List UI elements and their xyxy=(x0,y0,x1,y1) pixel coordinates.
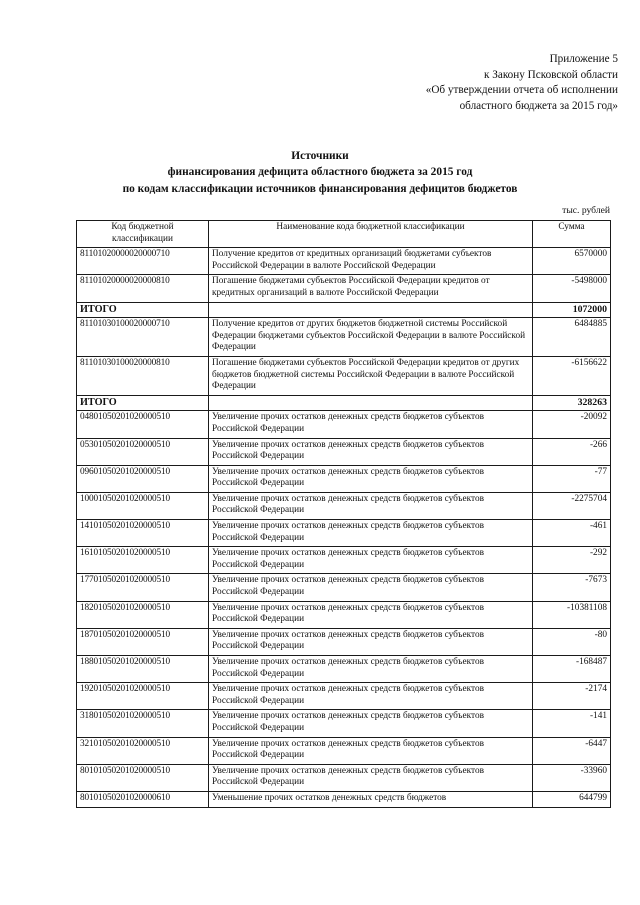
budget-table-container xyxy=(76,220,610,808)
cell-budget-code: 80101050201020000610 xyxy=(77,791,209,807)
table-header xyxy=(77,221,611,248)
table-row xyxy=(77,656,611,683)
cell-budget-code: 14101050201020000510 xyxy=(77,520,209,547)
table-row xyxy=(77,520,611,547)
cell-amount: -168487 xyxy=(533,656,611,683)
table-header-row xyxy=(77,221,611,248)
cell-budget-code: 17701050201020000510 xyxy=(77,574,209,601)
cell-classification-name: Увеличение прочих остатков денежных средств бюджетов субъектов Российской Федерации xyxy=(209,574,533,601)
column-header-code xyxy=(77,221,209,248)
cell-budget-code: 18201050201020000510 xyxy=(77,601,209,628)
cell-amount: -80 xyxy=(533,628,611,655)
cell-classification-name: Увеличение прочих остатков денежных средств бюджетов субъектов Российской Федерации xyxy=(209,492,533,519)
column-header-sum: Сумма xyxy=(533,221,611,248)
reference-line-3: «Об утверждении отчета об исполнении xyxy=(425,84,618,97)
cell-amount: 644799 xyxy=(533,791,611,807)
appendix-reference-block xyxy=(288,52,618,114)
cell-amount: 6570000 xyxy=(533,248,611,275)
cell-budget-code: 81101020000020000810 xyxy=(77,275,209,302)
table-row xyxy=(77,574,611,601)
cell-budget-code: 31801050201020000510 xyxy=(77,710,209,737)
column-header-code-line2: классификации xyxy=(112,233,173,244)
cell-budget-code: 18701050201020000510 xyxy=(77,628,209,655)
table-row xyxy=(77,737,611,764)
table-row xyxy=(77,318,611,357)
cell-amount: -292 xyxy=(533,547,611,574)
cell-amount: -461 xyxy=(533,520,611,547)
cell-classification-name: Уменьшение прочих остатков денежных средств бюджетов xyxy=(209,791,533,807)
table-row xyxy=(77,764,611,791)
cell-classification-name: Получение кредитов от кредитных организаций бюджетами субъектов Российской Федерации в валюте Российской Федерации xyxy=(209,248,533,275)
cell-classification-name: Увеличение прочих остатков денежных средств бюджетов субъектов Российской Федерации xyxy=(209,710,533,737)
cell-classification-name: Увеличение прочих остатков денежных средств бюджетов субъектов Российской Федерации xyxy=(209,656,533,683)
cell-budget-code: 81101020000020000710 xyxy=(77,248,209,275)
table-row-total xyxy=(77,395,611,411)
cell-amount: -2174 xyxy=(533,683,611,710)
cell-budget-code: ИТОГО xyxy=(77,302,209,318)
table-row xyxy=(77,465,611,492)
cell-budget-code: 80101050201020000510 xyxy=(77,764,209,791)
cell-amount: -266 xyxy=(533,438,611,465)
cell-classification-name: Увеличение прочих остатков денежных средств бюджетов субъектов Российской Федерации xyxy=(209,601,533,628)
cell-classification-name: Увеличение прочих остатков денежных средств бюджетов субъектов Российской Федерации xyxy=(209,547,533,574)
cell-amount: -10381108 xyxy=(533,601,611,628)
cell-classification-name: Увеличение прочих остатков денежных средств бюджетов субъектов Российской Федерации xyxy=(209,737,533,764)
cell-amount: 6484885 xyxy=(533,318,611,357)
cell-budget-code: 16101050201020000510 xyxy=(77,547,209,574)
cell-classification-name: Увеличение прочих остатков денежных средств бюджетов субъектов Российской Федерации xyxy=(209,764,533,791)
table-row xyxy=(77,791,611,807)
table-row xyxy=(77,547,611,574)
table-row-total xyxy=(77,302,611,318)
cell-classification-name: Получение кредитов от других бюджетов бюджетной системы Российской Федерации бюджетами субъектов Российской Федерации в валюте Российской Федерации xyxy=(209,318,533,357)
table-row xyxy=(77,411,611,438)
cell-budget-code: ИТОГО xyxy=(77,395,209,411)
table-body xyxy=(77,248,611,807)
cell-budget-code: 04801050201020000510 xyxy=(77,411,209,438)
cell-budget-code: 81101030100020000710 xyxy=(77,318,209,357)
cell-classification-name: Увеличение прочих остатков денежных средств бюджетов субъектов Российской Федерации xyxy=(209,438,533,465)
table-row xyxy=(77,275,611,302)
reference-line-1: Приложение 5 xyxy=(549,53,618,65)
cell-classification-name: Увеличение прочих остатков денежных средств бюджетов субъектов Российской Федерации xyxy=(209,411,533,438)
budget-sources-table xyxy=(76,220,611,808)
cell-budget-code: 18801050201020000510 xyxy=(77,656,209,683)
cell-amount: 1072000 xyxy=(533,302,611,318)
table-row xyxy=(77,628,611,655)
column-header-code-line1: Код бюджетной xyxy=(111,222,174,232)
cell-classification-name xyxy=(209,302,533,318)
cell-classification-name: Увеличение прочих остатков денежных средств бюджетов субъектов Российской Федерации xyxy=(209,628,533,655)
cell-budget-code: 81101030100020000810 xyxy=(77,356,209,395)
cell-classification-name xyxy=(209,395,533,411)
cell-budget-code: 10001050201020000510 xyxy=(77,492,209,519)
cell-classification-name: Погашение бюджетами субъектов Российской Федерации кредитов от других бюджетов бюджетной системы Российской Федерации в валюте Российской Федерации xyxy=(209,356,533,395)
table-row xyxy=(77,248,611,275)
cell-amount: -6447 xyxy=(533,737,611,764)
cell-amount: -33960 xyxy=(533,764,611,791)
units-note: тыс. рублей xyxy=(562,205,610,216)
cell-amount: 328263 xyxy=(533,395,611,411)
cell-classification-name: Увеличение прочих остатков денежных средств бюджетов субъектов Российской Федерации xyxy=(209,683,533,710)
reference-line-2: к Закону Псковской области xyxy=(484,68,618,81)
cell-classification-name: Погашение бюджетами субъектов Российской Федерации кредитов от кредитных организаций в валюте Российской Федерации xyxy=(209,275,533,302)
title-line-1: Источники xyxy=(291,150,349,162)
column-header-name: Наименование кода бюджетной классификации xyxy=(209,221,533,248)
page-title xyxy=(60,148,580,197)
cell-budget-code: 19201050201020000510 xyxy=(77,683,209,710)
table-row xyxy=(77,492,611,519)
cell-amount: -20092 xyxy=(533,411,611,438)
title-line-2: финансирования дефицита областного бюджета за 2015 год xyxy=(167,166,473,179)
table-row xyxy=(77,601,611,628)
cell-classification-name: Увеличение прочих остатков денежных средств бюджетов субъектов Российской Федерации xyxy=(209,465,533,492)
table-row xyxy=(77,356,611,395)
reference-line-4: областного бюджета за 2015 год» xyxy=(459,99,618,112)
cell-budget-code: 05301050201020000510 xyxy=(77,438,209,465)
cell-amount: -5498000 xyxy=(533,275,611,302)
cell-budget-code: 32101050201020000510 xyxy=(77,737,209,764)
cell-budget-code: 09601050201020000510 xyxy=(77,465,209,492)
cell-amount: -2275704 xyxy=(533,492,611,519)
cell-amount: -77 xyxy=(533,465,611,492)
cell-classification-name: Увеличение прочих остатков денежных средств бюджетов субъектов Российской Федерации xyxy=(209,520,533,547)
title-line-3: по кодам классификации источников финансирования дефицитов бюджетов xyxy=(122,182,518,195)
cell-amount: -6156622 xyxy=(533,356,611,395)
table-row xyxy=(77,683,611,710)
cell-amount: -7673 xyxy=(533,574,611,601)
table-row xyxy=(77,710,611,737)
cell-amount: -141 xyxy=(533,710,611,737)
table-row xyxy=(77,438,611,465)
